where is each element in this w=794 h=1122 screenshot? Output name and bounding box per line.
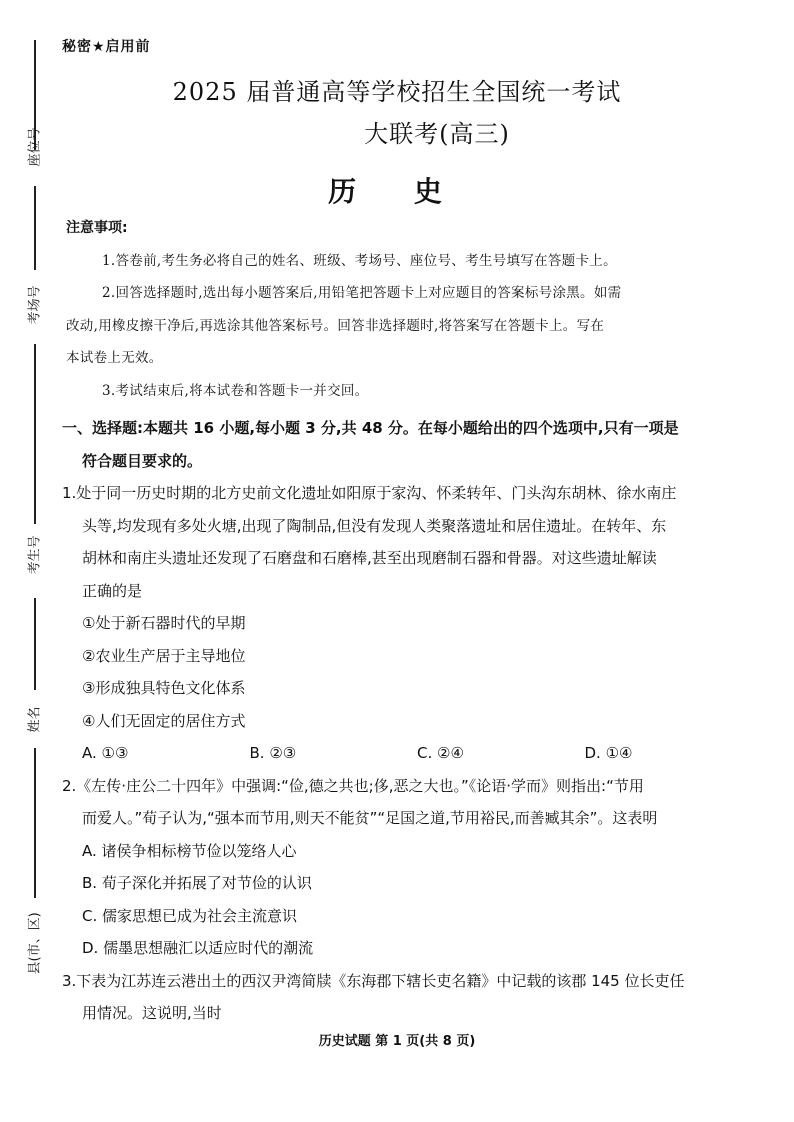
question-3: [62, 965, 752, 1030]
binding-line: [34, 748, 36, 898]
question-2: [62, 770, 752, 965]
option-b: B. 荀子深化并拓展了对节俭的认识: [82, 874, 312, 892]
option-a: A. ①③: [82, 744, 129, 762]
exam-title: 2025 届普通高等学校招生全国统一考试: [172, 78, 622, 106]
statement: ②农业生产居于主导地位: [82, 646, 246, 665]
option-d: D. 儒墨思想融汇以适应时代的潮流: [82, 939, 314, 957]
statement: ③形成独具特色文化体系: [82, 679, 246, 697]
note-line: 1.答卷前,考生务必将自己的姓名、班级、考场号、座位号、考生号填写在答题卡上。: [102, 252, 617, 269]
seat-number-label: 座位号: [27, 127, 43, 167]
section-one: [62, 412, 752, 1030]
question-line: 1.处于同一历史时期的北方史前文化遗址如阳原于家沟、怀柔转年、门头沟东胡林、徐水南庄: [62, 484, 677, 502]
note-line: 3.考试结束后,将本试卷和答题卡一并交回。: [102, 382, 369, 399]
name-label: 姓名: [27, 706, 43, 733]
option-b: B. ②③: [249, 744, 297, 762]
answer-options: [62, 737, 752, 770]
binding-line: [34, 344, 36, 524]
statement: ④人们无固定的居住方式: [82, 711, 246, 730]
binding-margin: [0, 0, 50, 1122]
section-heading-cont: 符合题目要求的。: [82, 451, 203, 470]
note-line: 2.回答选择题时,选出每小题答案后,用铅笔把答题卡上对应题目的答案标号涂黑。如需: [102, 285, 622, 301]
exam-subtitle: 大联考(高三): [364, 120, 510, 148]
note-line: 改动,用橡皮擦干净后,再选涂其他答案标号。回答非选择题时,将答案写在答题卡上。写在: [66, 317, 605, 334]
question-line: 2.《左传·庄公二十四年》中强调:“俭,德之共也;侈,恶之大也。”《论语·学而》则指出:“节用: [62, 776, 644, 795]
exam-room-label: 考场号: [27, 285, 43, 325]
option-a: A. 诸侯争相标榜节俭以笼络人心: [82, 841, 297, 860]
section-heading: 一、选择题:本题共 16 小题,每小题 3 分,共 48 分。在每小题给出的四个选项中,只有一项是: [62, 419, 679, 437]
option-c: C. ②④: [417, 744, 464, 762]
page-footer: 历史试题 第 1 页(共 8 页): [318, 1034, 476, 1049]
notes-block: [66, 212, 746, 407]
question-line: 用情况。这说明,当时: [82, 1004, 222, 1022]
statement: ①处于新石器时代的早期: [82, 614, 246, 632]
candidate-number-label: 考生号: [27, 535, 43, 575]
option-c: C. 儒家思想已成为社会主流意识: [82, 906, 298, 925]
note-line: 本试卷上无效。: [66, 350, 163, 366]
question-line: 3.下表为江苏连云港出土的西汉尹湾简牍《东海郡下辖长吏名籍》中记载的该郡 145 位长吏任: [62, 971, 685, 990]
confidential-mark: 秘密★启用前: [62, 39, 151, 55]
option-d: D. ①④: [584, 744, 633, 762]
subject-title: 历 史: [328, 175, 466, 208]
binding-line: [34, 598, 36, 690]
notes-heading: 注意事项:: [66, 220, 128, 236]
question-line: 头等,均发现有多处火塘,出现了陶制品,但没有发现人类聚落遗址和居住遗址。在转年、东: [82, 516, 667, 535]
question-line: 正确的是: [82, 581, 143, 600]
question-line: 而爱人。”荀子认为,“强本而节用,则天不能贫”“足国之道,节用裕民,而善臧其余”。这表明: [82, 809, 658, 827]
question-line: 胡林和南庄头遗址还发现了石磨盘和石磨棒,甚至出现磨制石器和骨器。对这些遗址解读: [82, 549, 657, 567]
question-1: [62, 477, 752, 770]
county-label: 县(市、区): [27, 912, 43, 975]
